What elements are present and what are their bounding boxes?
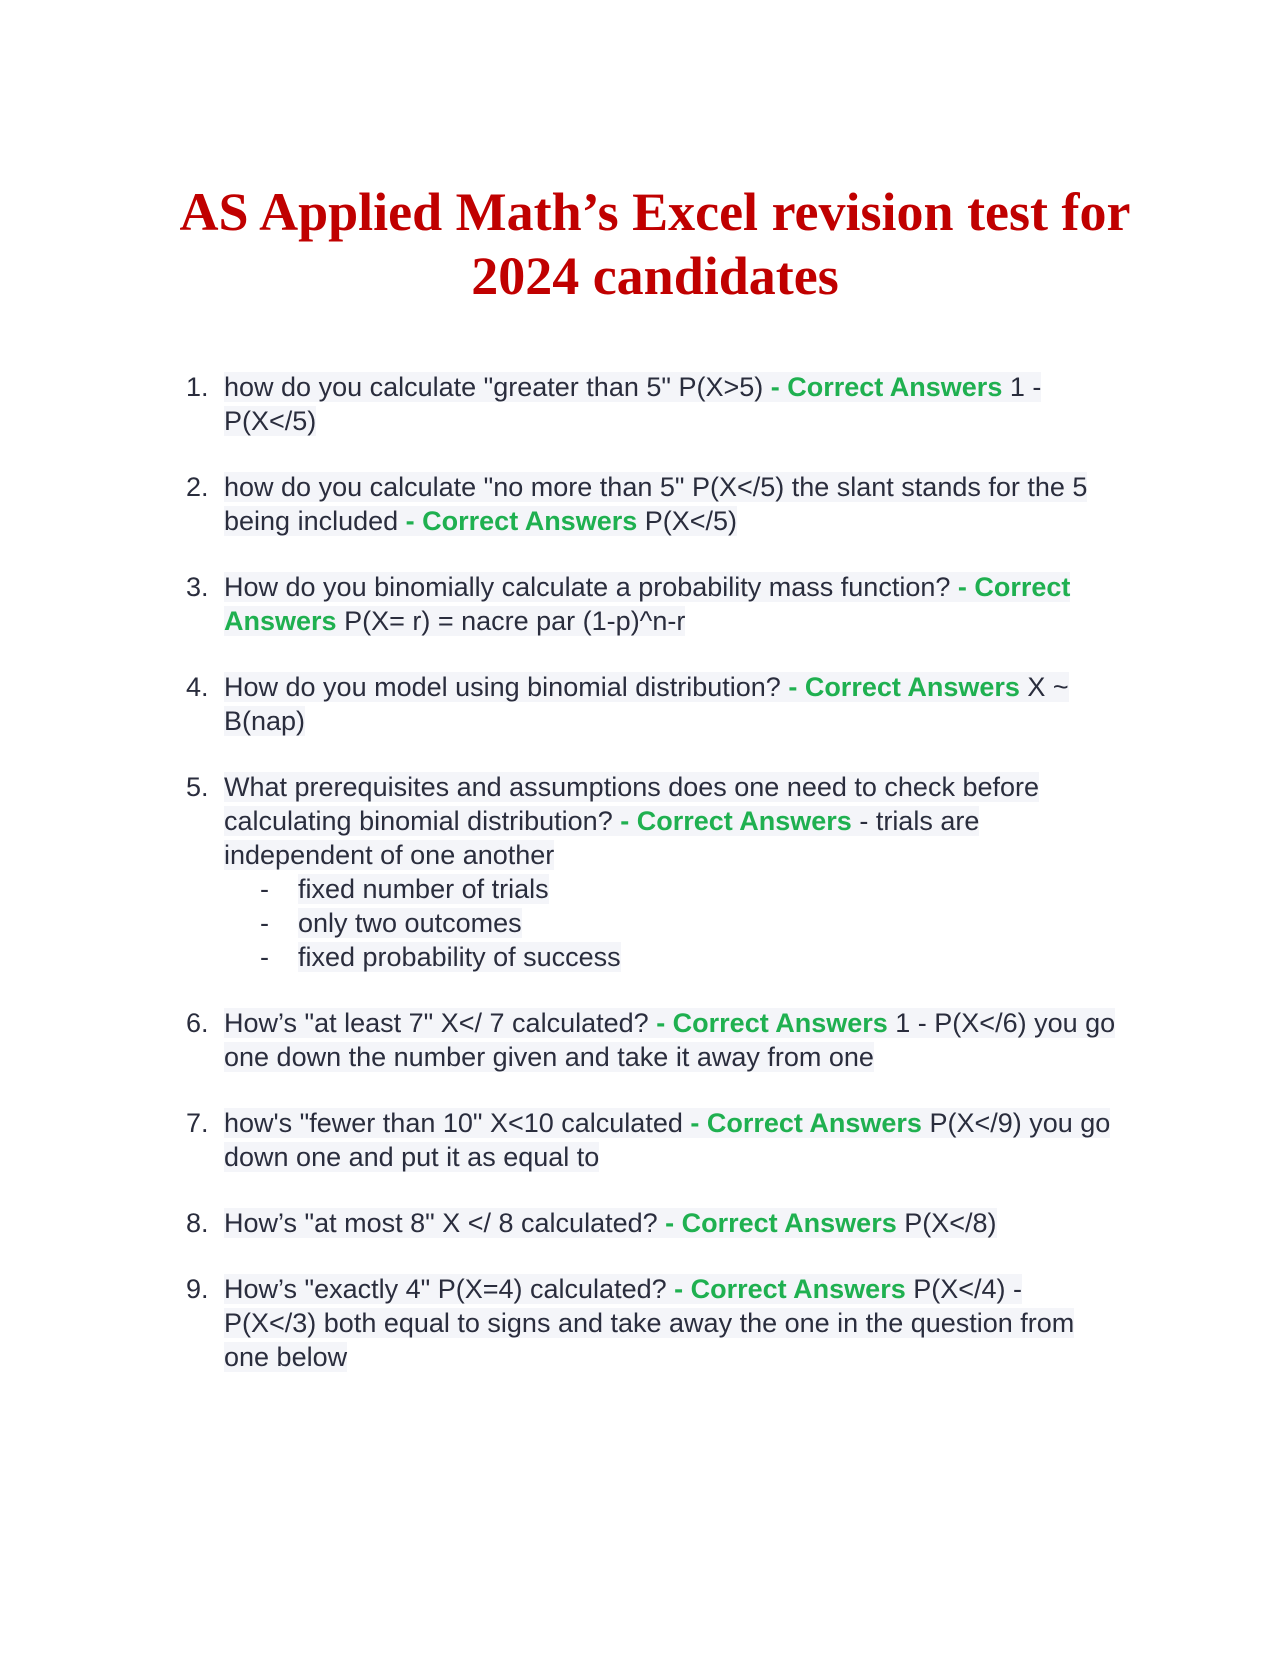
question-number: 1.: [186, 372, 209, 402]
correct-answers-label: - Correct Answers: [674, 1274, 906, 1304]
question-text: How’s "at most 8" X </ 8 calculated?: [224, 1208, 658, 1238]
correct-answers-label: - Correct Answers: [770, 372, 1003, 402]
answer-text: 1 - P(X</5): [224, 372, 1042, 436]
answer-text: P(X= r) = nacre par (1-p)^n-r: [344, 606, 686, 636]
bullet-dash: -: [260, 874, 269, 904]
correct-answers-label: - Correct Answers: [656, 1008, 888, 1038]
question-number: 2.: [186, 472, 209, 502]
answer-text: - trials are independent of one another: [224, 806, 980, 870]
assumption-item: [224, 940, 1120, 974]
correct-answers-label: - Correct Answers: [405, 506, 638, 536]
question-text: How’s "exactly 4" P(X=4) calculated?: [224, 1274, 667, 1304]
assumptions-list: [224, 872, 1120, 974]
assumption-text: only two outcomes: [298, 908, 522, 938]
question-body: [224, 1108, 1110, 1172]
correct-answers-label: - Correct Answers: [224, 572, 1071, 636]
answer-text: P(X</9) you go down one and put it as equal to: [224, 1108, 1111, 1172]
question-text: how do you calculate "no more than 5" P(X</5) the slant stands for the 5 being included: [224, 472, 1088, 536]
question-text: how's "fewer than 10" X<10 calculated: [224, 1108, 683, 1138]
assumption-item: [224, 872, 1120, 906]
question-body: [224, 572, 1070, 636]
answer-text: X ~ B(nap): [224, 672, 1069, 736]
correct-answers-label: - Correct Answers: [788, 672, 1020, 702]
question-text: How do you binomially calculate a probability mass function?: [224, 572, 951, 602]
question-item-7: [180, 1106, 1120, 1174]
question-item-6: [180, 1006, 1120, 1074]
question-item-5: [180, 770, 1120, 974]
question-text: How do you model using binomial distribution?: [224, 672, 781, 702]
question-number: 9.: [186, 1274, 209, 1304]
answer-text: P(X</8): [904, 1208, 997, 1238]
question-item-3: [180, 570, 1120, 638]
question-number: 6.: [186, 1008, 209, 1038]
document-title: AS Applied Math’s Excel revision test for 2024 candidates: [179, 182, 1131, 306]
answer-text: P(X</4) - P(X</3) both equal to signs and take away the one in the question from one below: [224, 1274, 1075, 1372]
question-body: [224, 772, 1039, 870]
assumption-text: fixed number of trials: [298, 874, 549, 904]
question-body: [224, 372, 1041, 436]
assumption-item: [224, 906, 1120, 940]
question-item-8: [180, 1206, 1120, 1240]
question-item-2: [180, 470, 1120, 538]
question-number: 5.: [186, 772, 209, 802]
question-text: What prerequisites and assumptions does one need to check before calculating binomial distribution?: [224, 772, 1039, 836]
answer-text: 1 - P(X</6) you go one down the number given and take it away from one: [224, 1008, 1116, 1072]
question-body: [224, 1008, 1115, 1072]
question-item-9: [180, 1272, 1120, 1374]
correct-answers-label: - Correct Answers: [690, 1108, 922, 1138]
question-number: 8.: [186, 1208, 209, 1238]
question-number: 7.: [186, 1108, 209, 1138]
question-list: [180, 370, 1120, 1406]
question-text: How’s "at least 7" X</ 7 calculated?: [224, 1008, 649, 1038]
question-body: [224, 472, 1087, 536]
question-text: how do you calculate "greater than 5" P(X>5): [224, 372, 764, 402]
question-number: 3.: [186, 572, 209, 602]
question-body: [224, 1274, 1074, 1372]
question-number: 4.: [186, 672, 209, 702]
question-item-4: [180, 670, 1120, 738]
question-body: [224, 672, 1069, 736]
correct-answers-label: - Correct Answers: [665, 1208, 897, 1238]
answer-text: P(X</5): [644, 506, 738, 536]
question-item-1: [180, 370, 1120, 438]
bullet-dash: -: [260, 908, 269, 938]
correct-answers-label: - Correct Answers: [620, 806, 852, 836]
assumption-text: fixed probability of success: [298, 942, 621, 972]
question-body: [224, 1208, 997, 1238]
bullet-dash: -: [260, 942, 269, 972]
